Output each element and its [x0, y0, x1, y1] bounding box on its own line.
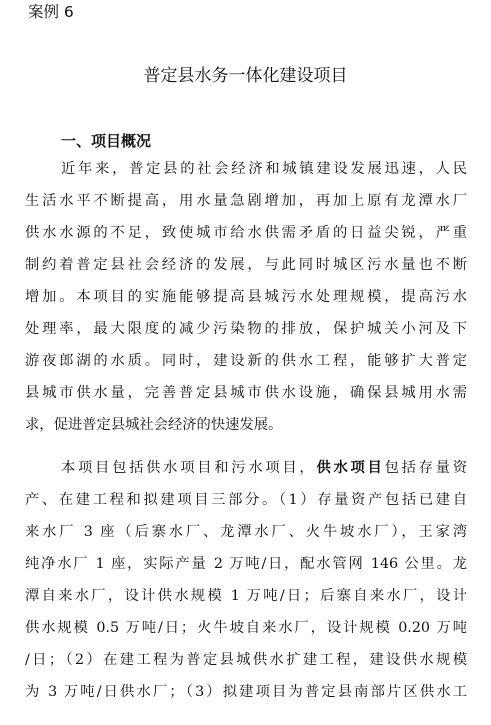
paragraph-line: /日；（2）在建工程为普定县城供水扩建工程，建设供水规模 — [25, 652, 467, 668]
paragraph-line: 处理率，最大限度的减少污染物的排放，保护城关小河及下 — [25, 321, 467, 337]
paragraph-line: 纯净水厂 1 座，实际产量 2 万吨/日，配水管网 146 公里。龙 — [25, 556, 467, 572]
paragraph-line: 增加。本项目的实施能够提高县城污水处理规模，提高污水 — [25, 289, 467, 305]
paragraph-line: 潭自来水厂，设计供水规模 1 万吨/日；后寨自来水厂，设计 — [25, 588, 467, 604]
paragraph-line: 来水厂 3 座（后寨水厂、龙潭水厂、火牛坡水厂），王家湾 — [25, 524, 467, 540]
case-label: 案例 6 — [28, 3, 74, 21]
paragraph-line: 为 3 万吨/日供水厂；（3）拟建项目为普定县南部片区供水工 — [25, 684, 467, 700]
bold-term: 供水项目 — [316, 460, 385, 476]
paragraph-line: 产、在建工程和拟建项目三部分。（1）存量资产包括已建自 — [25, 492, 467, 508]
paragraph-line: 供水规模 0.5 万吨/日；火牛坡自来水厂，设计规模 0.20 万吨 — [25, 620, 467, 636]
section-heading: 一、项目概况 — [61, 132, 152, 150]
paragraph-line: 供水水源的不足，致使城市给水供需矛盾的日益尖锐，严重 — [25, 225, 467, 241]
paragraph-line: 县城市供水量，完善普定县城市供水设施，确保县城用水需 — [25, 385, 467, 401]
paragraph-text: 包括存量资 — [384, 460, 467, 476]
paragraph-line: 求，促进普定县城社会经济的快速发展。 — [25, 417, 283, 433]
page-title: 普定县水务一体化建设项目 — [143, 66, 348, 86]
paragraph-line: 游夜郎湖的水质。同时，建设新的供水工程，能够扩大普定 — [25, 353, 467, 369]
paragraph-line: 生活水平不断提高，用水量急剧增加，再加上原有龙潭水厂 — [25, 193, 467, 209]
paragraph-text: 本项目包括供水项目和污水项目， — [61, 460, 317, 476]
paragraph-line: 制约着普定县社会经济的发展，与此同时城区污水量也不断 — [25, 257, 467, 273]
paragraph-line: 近年来，普定县的社会经济和城镇建设发展迅速，人民 — [61, 161, 467, 177]
paragraph-line — [61, 458, 467, 478]
